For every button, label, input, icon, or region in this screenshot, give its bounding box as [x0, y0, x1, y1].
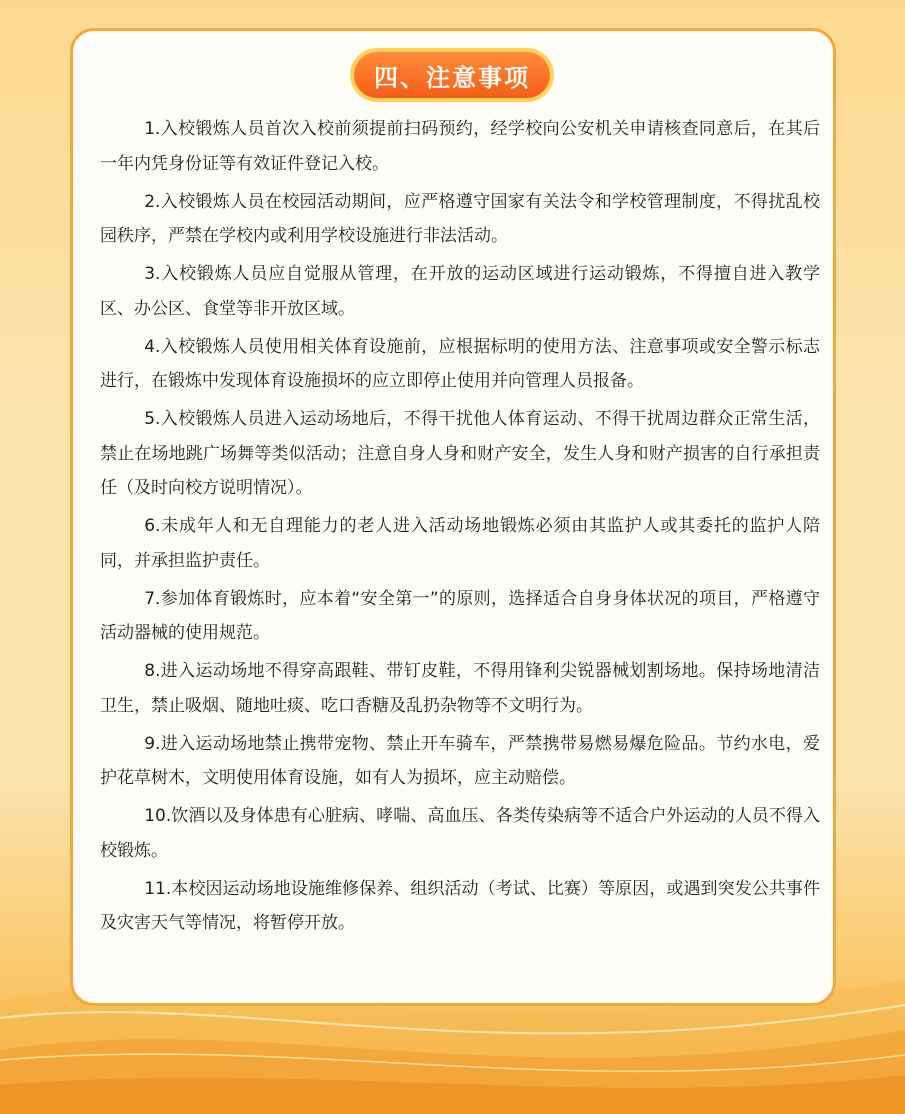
notice-item: 7.参加体育锻炼时，应本着“安全第一”的原则，选择适合自身身体状况的项目，严格遵守活动器械的使用规范。: [100, 588, 820, 643]
notice-item: 4.入校锻炼人员使用相关体育设施前，应根据标明的使用方法、注意事项或安全警示标志进行，在锻炼中发现体育设施损坏的应立即停止使用并向管理人员报备。: [100, 336, 820, 391]
notice-item: 3.入校锻炼人员应自觉服从管理，在开放的运动区域进行运动锻炼，不得擅自进入教学区、办公区、食堂等非开放区域。: [100, 264, 820, 319]
notice-item: 11.本校因运动场地设施维修保养、组织活动（考试、比赛）等原因，或遇到突发公共事件及灾害天气等情况，将暂停开放。: [100, 878, 820, 933]
notice-item: 1.入校锻炼人员首次入校前须提前扫码预约，经学校向公安机关申请核查同意后，在其后一年内凭身份证等有效证件登记入校。: [100, 119, 820, 174]
notice-item: 10.饮酒以及身体患有心脏病、哮喘、高血压、各类传染病等不适合户外运动的人员不得入校锻炼。: [100, 806, 820, 861]
notice-item: 6.未成年人和无自理能力的老人进入活动场地锻炼必须由其监护人或其委托的监护人陪同，并承担监护责任。: [100, 516, 820, 571]
notice-item: 2.入校锻炼人员在校园活动期间，应严格遵守国家有关法令和学校管理制度，不得扰乱校园秩序，严禁在学校内或利用学校设施进行非法活动。: [100, 191, 820, 246]
notice-item: 8.进入运动场地不得穿高跟鞋、带钉皮鞋，不得用锋利尖锐器械划割场地。保持场地清洁卫生，禁止吸烟、随地吐痰、吃口香糖及乱扔杂物等不文明行为。: [100, 661, 820, 716]
notice-item: 5.入校锻炼人员进入运动场地后，不得干扰他人体育运动、不得干扰周边群众正常生活，禁止在场地跳广场舞等类似活动；注意自身人身和财产安全，发生人身和财产损害的自行承担责任（及时向校方说明情况）。: [100, 409, 820, 498]
section-title: 四、注意事项: [354, 52, 550, 98]
notice-list: [100, 112, 820, 944]
notice-item: 9.进入运动场地禁止携带宠物、禁止开车骑车，严禁携带易燃易爆危险品。节约水电，爱护花草树木，文明使用体育设施，如有人为损坏，应主动赔偿。: [100, 733, 820, 788]
